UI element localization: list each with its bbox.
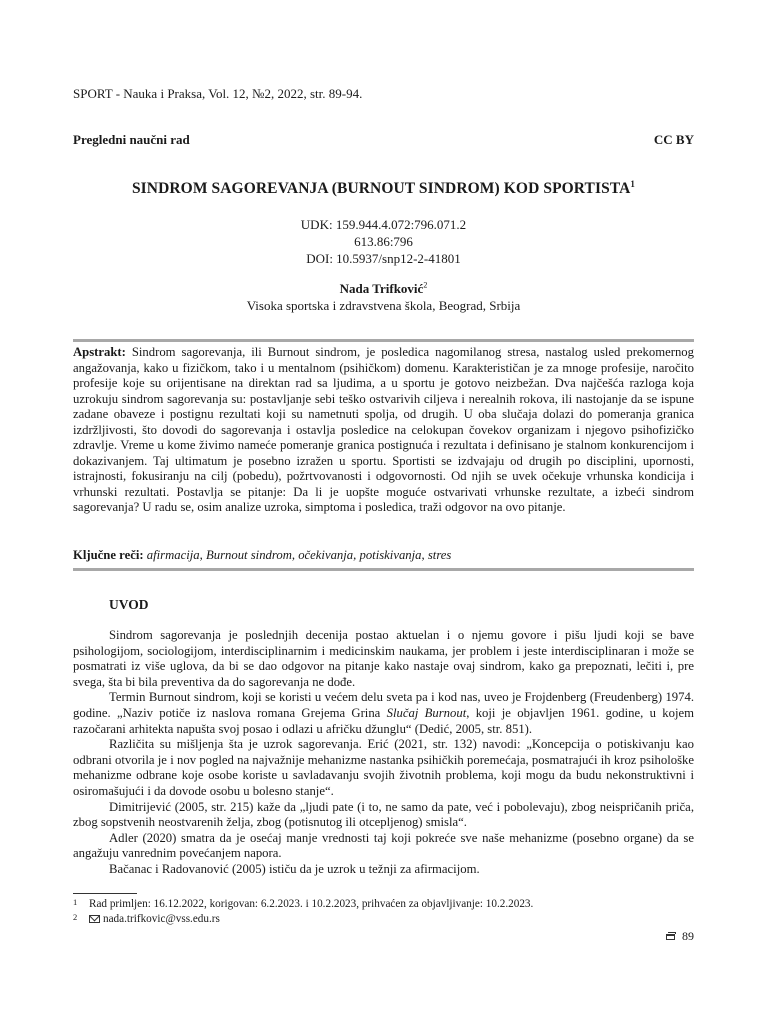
license-label: CC BY [653,132,694,147]
body-text [73,628,694,878]
abstract-label: Apstrakt: [73,345,126,359]
footnotes [73,897,694,926]
page-folio [666,929,694,944]
footnote-2 [73,912,694,927]
author-affiliation: Visoka sportska i zdravstvena škola, Beograd, Srbija [246,298,521,313]
paragraph: Bačanac i Radovanović (2005) ističu da je uzrok u težnji za afirmacijom. [109,861,480,876]
classification-codes [73,216,694,267]
paragraph: Adler (2020) smatra da je osećaj manje vrednosti taj koji pokreće sve naše mehanizme (posebno organe) da se angažuju vanrednim povećanjem napora. [73,830,694,861]
keywords-text: afirmacija, Burnout sindrom, očekivanja, potiskivanja, stres [146,548,452,562]
author-block [73,280,694,314]
udk-line-1: UDK: 159.944.4.072:796.071.2 [300,217,467,232]
paper-title [73,180,694,198]
footnote-rule [73,893,137,894]
section-heading: UVOD [109,597,149,612]
title-footnote-mark: 1 [630,178,636,189]
author-footnote-mark: 2 [423,280,428,290]
author-email[interactable]: nada.trifkovic@vss.edu.rs [103,912,220,925]
abstract-top-rule [73,339,694,342]
book-title: Slučaj Burnout [386,705,467,720]
article-type: Pregledni naučni rad [73,132,190,147]
footnote-number: 1 [73,897,78,907]
doi-line: DOI: 10.5937/snp12-2-41801 [306,251,461,266]
book-icon [666,932,676,941]
abstract-bottom-rule [73,568,694,571]
article-type-row [73,132,694,148]
paragraph: Sindrom sagorevanja je poslednjih decenija postao aktuelan i o njemu govore i pišu ljudi koji se bave psihologijom, sociologijom, interdisciplinarnim i medicinskim naukama, jer problem i jeste interdisciplinaran i može se posmatrati iz više uglova, da bi se dao odgovor na pitanje kako nastaje ovaj sindrom, kako ga prepoznati, lečiti i, pre svega, šta bi bila preventiva da do sagorevanja ne dođe. [73,628,694,689]
paragraph-text: Termin Burnout sindrom, koji se koristi u većem delu sveta pa i kod nas, uveo je Frojdenberg (Freudenberg) 1974. godine. „Naziv potiče iz naslova romana Grejema Grina [73,690,694,720]
paragraph-text: , koji je objavljen 1961. godine, u kojem razočarani arhitekta napušta svoj posao i odlazi u afričku džunglu“ (Dedić, 2005, str. 851). [73,705,694,736]
footnote-number: 2 [73,911,78,922]
paragraph: Različita su mišljenja šta je uzrok sagorevanja. Erić (2021, str. 132) navodi: „Koncepcija o potiskivanju kao odbrani otvorila je i nov pogled na najvažnije mehanizme nastanka psihičkih poremećaja, posmatrajući ih kroz psihološke mehanizme odbrane koje osobe koriste u savladavanju svojih životnih problema, koji mogu da budu nekonstruktivni i osiromašujući i da dovode osobu u bolesno stanje“. [73,737,694,798]
title-text: SINDROM SAGOREVANJA (BURNOUT SINDROM) KOD SPORTISTA [131,180,631,197]
keywords [73,548,694,563]
paragraph: Dimitrijević (2005, str. 215) kaže da „ljudi pate (i to, ne samo da pate, već i pobolevaju), zbog neispričanih priča, zbog sopstvenih neostvarenih želja, zbog (potisnutog ili otcepljenog) smisla“. [73,799,694,830]
footnote-text: Rad primljen: 16.12.2022, korigovan: 6.2.2023. i 10.2.2023, prihvaćen za objavljivanje: 10.2.2023. [89,898,534,910]
footnote-1 [73,897,694,912]
abstract [73,345,694,516]
author-name: Nada Trifković [339,281,424,296]
envelope-icon [89,915,100,923]
page-number: 89 [682,929,694,943]
udk-line-2: 613.86:796 [354,234,413,249]
paragraph [73,690,694,737]
keywords-label: Ključne reči: [73,548,144,562]
abstract-text: Sindrom sagorevanja, ili Burnout sindrom, je posledica nagomilanog stresa, nastalog usled prekomernog angažovanja, kako u fizičkom, tako i u mentalnom (psihičkom) domenu. Karakterističan je za mnoge profesije, naročito profesije koje su orijentisane na direktan rad sa ljudima, a u sportu je gotovo neizbežan. Dva najčešća razloga koja uzrokuju sindrom sagorevanja su: postavljanje sebi teško ostvarivih ciljeva i nerealnih rokova, ili nastojanje da se ispune zadane obaveze i postignu rezultati koji su nametnuti spolja, od drugih. U oba slučaja dolazi do pomeranja granica izdržljivosti, što dovodi do sagorevanja i ostavlja posledice na celokupan čovekov organizam i njegovo psihofizičko zdravlje. Vreme u kome živimo nameće pomeranje granica postignuća i rezultata i definisano je stalnom konkurencijom i dokazivanjem. Taj ultimatum je posebno izražen u sportu. Sportisti se izdvajaju od drugih po disciplini, upornosti, istrajnosti, fokusiranju na cilj (pobedu), požrtvovanosti i odgovornosti. Od njih se uvek očekuje vrhunska kondicija i vrhunski rezultati. Postavlja se pitanje: Da li je uopšte moguće ostvarivati vrhunske rezultate, a izbeći sindrom sagorevanja? U radu se, osim analize uzroka, simptoma i posledica, traži odgovor na ovo pitanje. [73,345,694,515]
journal-citation: SPORT - Nauka i Praksa, Vol. 12, №2, 2022, str. 89-94. [73,86,363,101]
paper-page [73,0,694,1024]
